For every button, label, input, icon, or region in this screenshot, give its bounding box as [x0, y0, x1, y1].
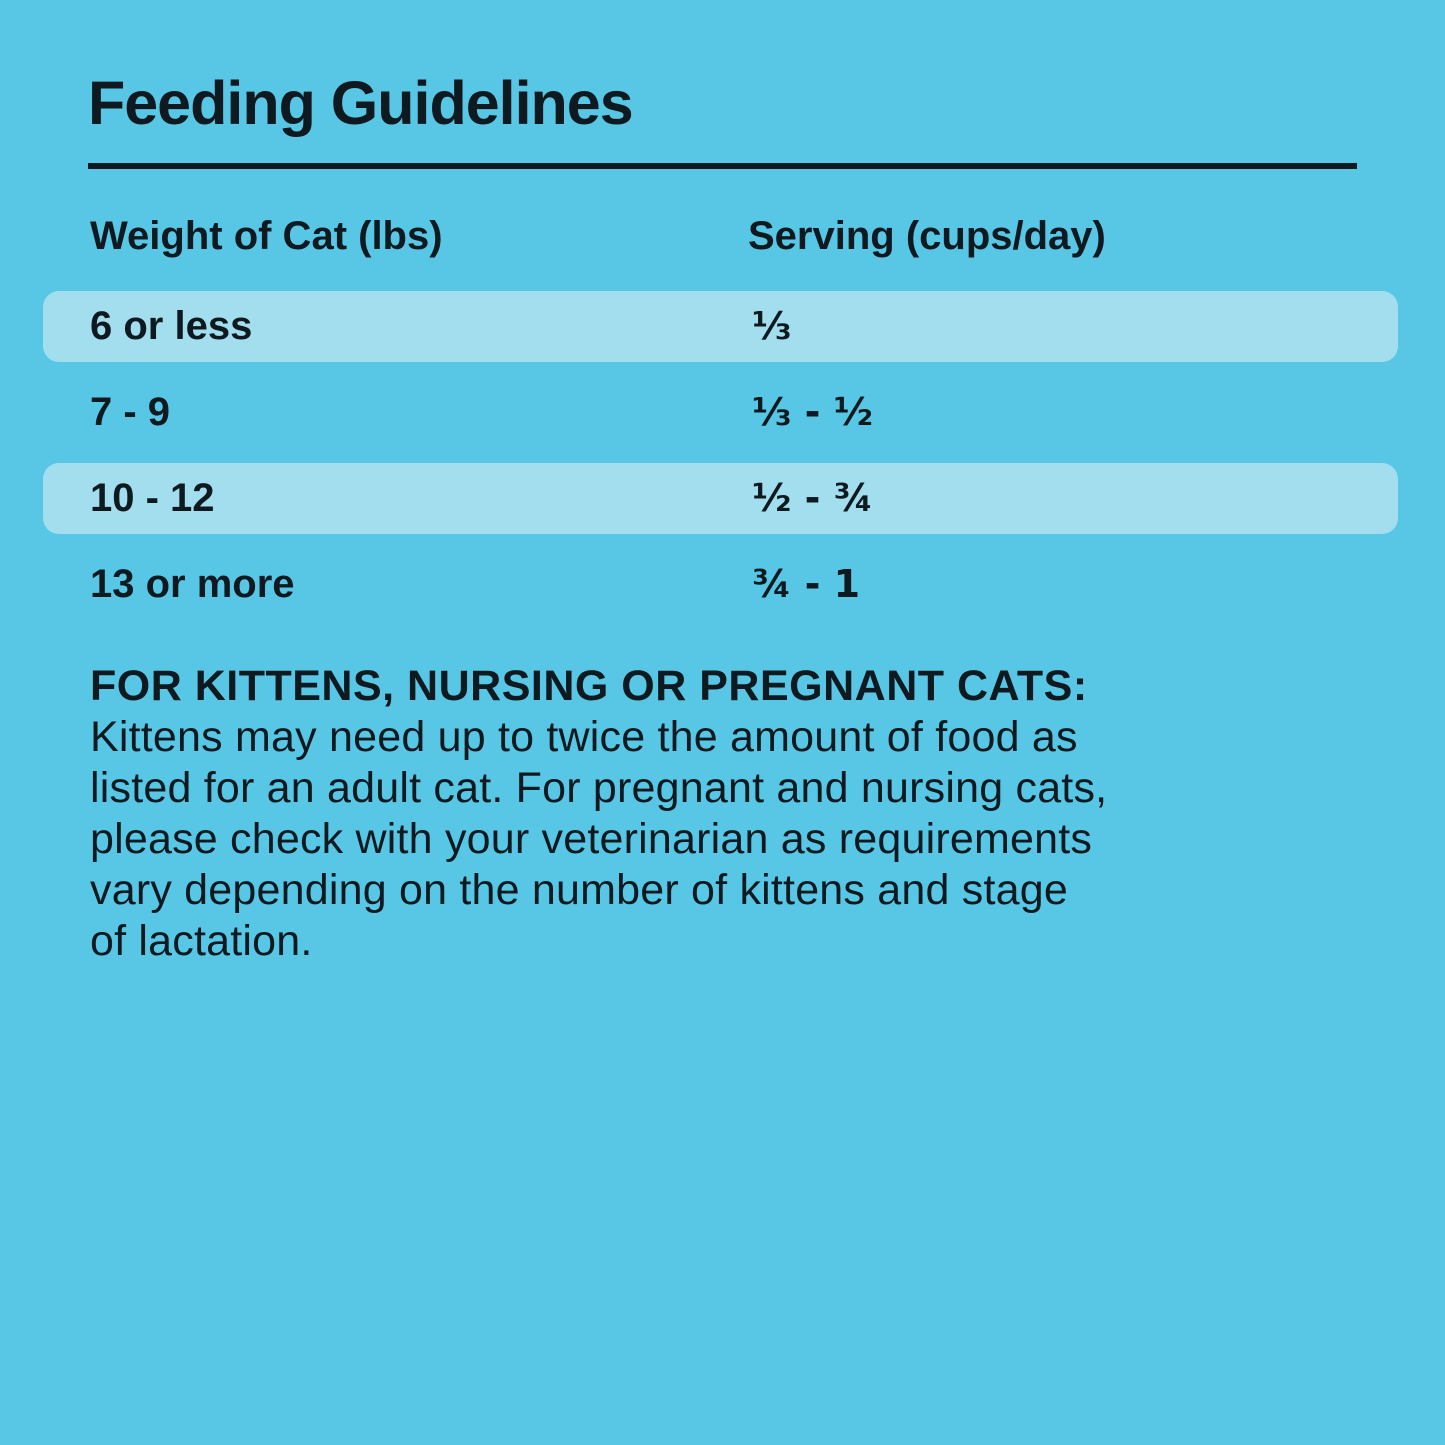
- weight-value: 10 - 12: [90, 476, 215, 520]
- column-header-weight: Weight of Cat (lbs): [90, 214, 443, 258]
- table-row: [43, 291, 1398, 362]
- table-row: [43, 549, 1398, 620]
- table-header-row: [0, 214, 1445, 262]
- weight-value: 13 or more: [90, 562, 295, 606]
- weight-value: 6 or less: [90, 304, 253, 348]
- title-underline: [88, 163, 1357, 169]
- weight-value: 7 - 9: [90, 390, 171, 434]
- serving-value: ¾ - 1: [752, 562, 861, 606]
- serving-value: ⅓: [752, 304, 792, 348]
- kittens-note-heading: FOR KITTENS, NURSING OR PREGNANT CATS:: [90, 662, 1088, 710]
- note-line: vary depending on the number of kittens and stage: [90, 866, 1068, 914]
- table-row: [43, 463, 1398, 534]
- note-line: of lactation.: [90, 917, 313, 965]
- kittens-note-paragraph: [90, 712, 1107, 967]
- serving-value: ½ - ¾: [752, 476, 873, 520]
- note-line: please check with your veterinarian as requirements: [90, 815, 1093, 863]
- table-row: [43, 377, 1398, 448]
- page-title: Feeding Guidelines: [88, 69, 633, 137]
- note-line: listed for an adult cat. For pregnant and nursing cats,: [90, 764, 1108, 812]
- serving-value: ⅓ - ½: [752, 390, 873, 434]
- column-header-serving: Serving (cups/day): [748, 214, 1106, 258]
- note-line: Kittens may need up to twice the amount of food as: [90, 713, 1078, 761]
